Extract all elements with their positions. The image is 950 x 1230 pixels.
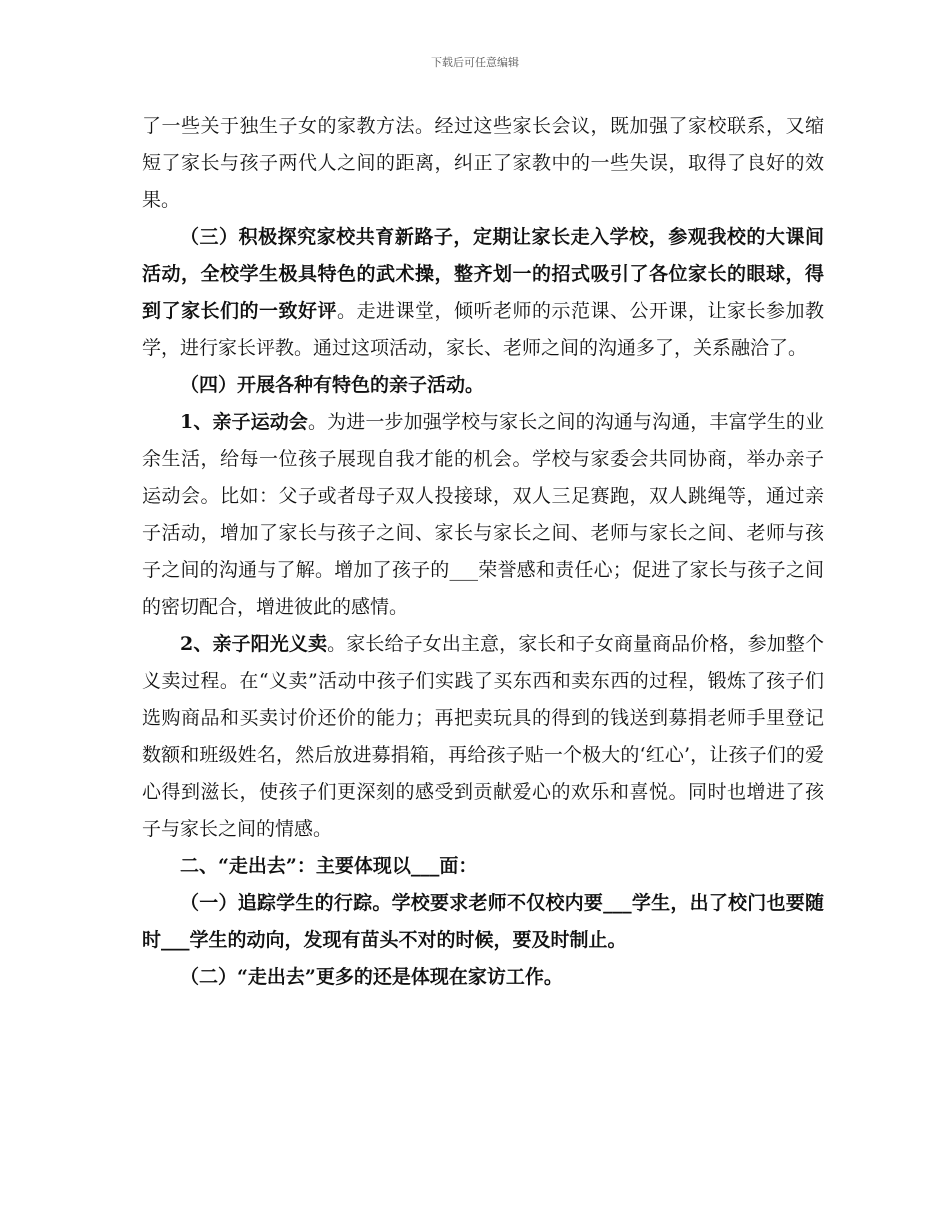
paragraph-8-bold: （二）“走出去”更多的还是体现在家访工作。 bbox=[180, 966, 563, 988]
paragraph-3-bold: （四）开展各种有特色的亲子活动。 bbox=[180, 374, 485, 396]
page-header: 下载后可任意编辑 bbox=[431, 56, 519, 69]
paragraph-4-text: 。为进一步加强学校与家长之间的沟通与沟通，丰富学生的业余生活，给每一位孩子展现自我才能的机会。学校与家委会共同协商，举办亲子运动会。比如：父子或者母子双人投接球，双人三足赛跑，双人跳绳等，通过亲子活动，增加了家长与孩子之间、家长与家长之间、老师与家长之间、老师与孩子之间的沟通与了解。增加了孩子的___荣誉感和责任心；促进了家长与孩子之间的密切配合，增进彼此的感情。 bbox=[142, 411, 824, 618]
paragraph-4-bold: 1、亲子运动会 bbox=[180, 411, 309, 433]
paragraph-7-bold: （一）追踪学生的行踪。学校要求老师不仅校内要___学生，出了校门也要随时___学生的动向，发现有苗头不对的时候，要及时制止。 bbox=[142, 892, 824, 951]
document-body bbox=[142, 108, 824, 996]
paragraph-2-bold: （三）积极探究家校共育新路子，定期让家长走入学校，参观我校的大课间活动，全校学生极具特色的武术操，整齐划一的招式吸引了各位家长的眼球，得到了家长们的一致好评 bbox=[142, 226, 824, 322]
paragraph-2 bbox=[142, 219, 824, 367]
paragraph-5 bbox=[142, 626, 824, 848]
paragraph-7 bbox=[142, 885, 824, 959]
paragraph-1-text: 了一些关于独生子女的家教方法。经过这些家长会议，既加强了家校联系，又缩短了家长与孩子两代人之间的距离，纠正了家教中的一些失误，取得了良好的效果。 bbox=[142, 115, 824, 211]
paragraph-5-bold: 2、亲子阳光义卖 bbox=[180, 633, 328, 655]
paragraph-6-bold: 二、“走出去”：主要体现以___面： bbox=[180, 855, 478, 877]
paragraph-8 bbox=[142, 959, 824, 996]
paragraph-5-text: 。家长给子女出主意，家长和子女商量商品价格，参加整个义卖过程。在“义卖”活动中孩子们实践了买东西和卖东西的过程，锻炼了孩子们选购商品和买卖讨价还价的能力；再把卖玩具的得到的钱送到募捐老师手里登记数额和班级姓名，然后放进募捐箱，再给孩子贴一个极大的‘红心’，让孩子们的爱心得到滋长，使孩子们更深刻的感受到贡献爱心的欢乐和喜悦。同时也增进了孩子与家长之间的情感。 bbox=[142, 633, 824, 840]
paragraph-1 bbox=[142, 108, 824, 219]
paragraph-4 bbox=[142, 404, 824, 626]
paragraph-2-text: 。走进课堂，倾听老师的示范课、公开课，让家长参加教学，进行家长评教。通过这项活动，家长、老师之间的沟通多了，关系融洽了。 bbox=[142, 300, 824, 359]
paragraph-3 bbox=[142, 367, 824, 404]
paragraph-6 bbox=[142, 848, 824, 885]
